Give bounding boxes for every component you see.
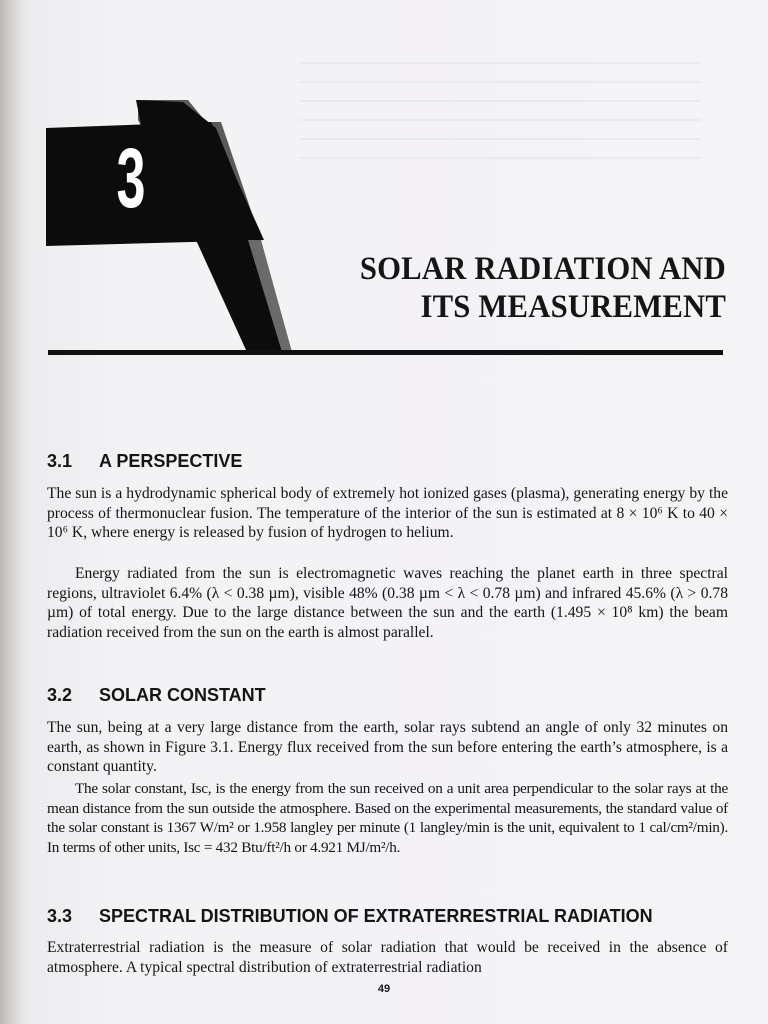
binding-shadow [0,0,22,1024]
section-3-1-paragraph-1: The sun is a hydrodynamic spherical body of extremely hot ionized gases (plasma), generating energy by the process of thermonuclear fusion. The temperature of the interior of the sun is estimated at 8 × 10⁶ K to 40 × 10⁶ K, where energy is released by fusion of hydrogen to helium. [47,485,728,542]
section-title: A PERSPECTIVE [99,451,243,471]
section-number: 3.1 [47,451,73,471]
chapter-number: 3 [116,131,146,225]
page-number: 49 [377,983,391,995]
section-3-2-paragraph-1: The sun, being at a very large distance from the earth, solar rays subtend an angle of only 32 minutes on earth, as shown in Figure 3.1. Energy flux received from the sun before entering the earth’s atmosphere, is a constant quantity. [47,719,728,776]
chapter-title-line-1: SOLAR RADIATION AND [359,251,726,287]
title-rule [48,350,723,355]
section-heading-3-1 [47,451,242,472]
section-heading-3-2 [47,685,266,706]
chapter-title [246,250,726,326]
chapter-title-line-2: ITS MEASUREMENT [420,289,726,325]
section-3-2-paragraph-2: The solar constant, Isc, is the energy from the sun received on a unit area perpendicular to the solar rays at the mean distance from the sun outside the atmosphere. Based on the experimental measurements, the standard value of the solar constant is 1367 W/m² or 1.958 langley per minute (1 langley/min is the unit, equivalent to 1 cal/cm²/min). In terms of other units, Isc = 432 Btu/ft²/h or 4.921 MJ/m²/h. [47,780,728,856]
section-number: 3.2 [47,685,73,705]
section-3-3-paragraph-1: Extraterrestrial radiation is the measure of solar radiation that would be received in the absence of atmosphere. A typical spectral distribution of extraterrestrial radiation [47,939,728,976]
section-heading-3-3 [47,906,653,927]
section-title: SPECTRAL DISTRIBUTION OF EXTRATERRESTRIAL RADIATION [99,906,653,926]
section-title: SOLAR CONSTANT [99,685,266,705]
section-3-1-paragraph-2: Energy radiated from the sun is electromagnetic waves reaching the planet earth in three spectral regions, ultraviolet 6.4% (λ < 0.38 µm), visible 48% (0.38 µm < λ < 0.78 µm) and infrared 45.6% (λ > 0.78 µm) of total energy. Due to the large distance between the sun and the earth (1.495 × 10⁸ km) the beam radiation received from the sun on the earth is almost parallel. [47,565,728,641]
section-number: 3.3 [47,906,73,926]
show-through-lines [300,62,700,172]
